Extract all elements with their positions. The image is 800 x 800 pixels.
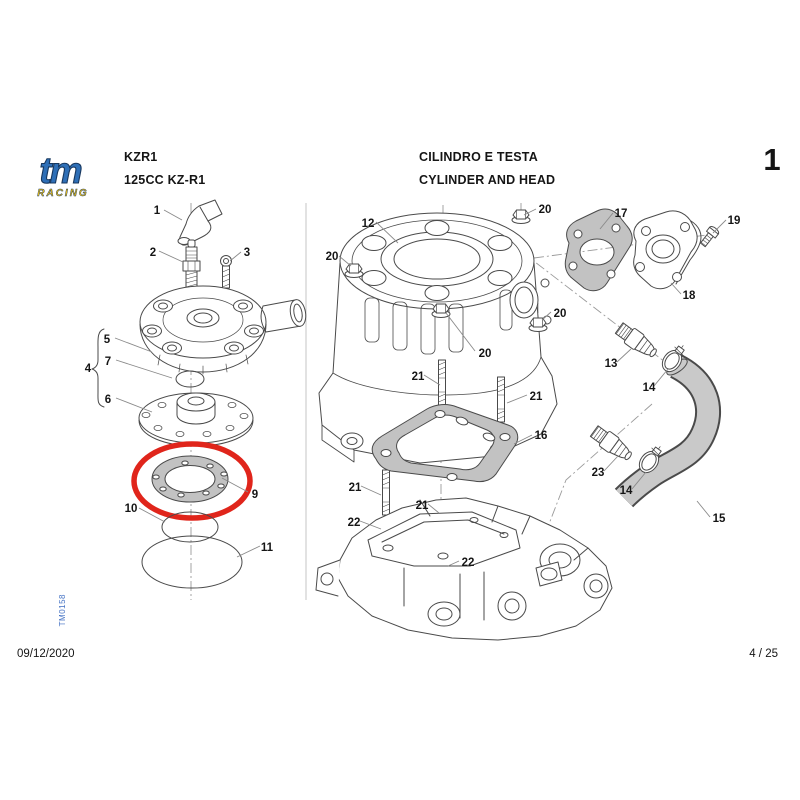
callout-21-c: 21 (348, 482, 362, 494)
head-insert-drawing (139, 393, 253, 446)
water-hose-drawing (624, 356, 708, 498)
oring-11-drawing (142, 536, 242, 588)
document-code: TM0158 (58, 594, 67, 627)
flange-nut-20-left (345, 264, 363, 278)
callout-17: 17 (614, 208, 628, 220)
exhaust-flange-drawing (634, 211, 701, 289)
cylinder-drawing (319, 213, 557, 463)
flange-nut-20-front (432, 304, 450, 318)
flange-nut-20-right (529, 318, 547, 332)
callout-21-d: 21 (415, 500, 429, 512)
callout-10: 10 (124, 503, 138, 515)
title-english: CYLINDER AND HEAD (419, 173, 556, 187)
head-bolt-drawing (221, 256, 232, 289)
head-water-spigot (261, 298, 308, 332)
flange-nut-20-top (512, 210, 530, 224)
callout-1: 1 (153, 205, 161, 217)
callout-4: 4 (84, 363, 92, 375)
callout-12: 12 (361, 218, 375, 230)
head-gasket-drawing (152, 456, 228, 502)
callout-20-left: 20 (325, 251, 339, 263)
stud-21-a (439, 360, 446, 405)
callout-11: 11 (260, 542, 274, 554)
callout-6: 6 (104, 394, 112, 406)
logo-subbrand-text: RACING (37, 188, 89, 199)
hose-fitting-13-drawing (614, 321, 660, 362)
callout-20-top: 20 (538, 204, 552, 216)
model-code: KZR1 (124, 150, 158, 164)
callout-5: 5 (103, 334, 111, 346)
callout-15: 15 (712, 513, 726, 525)
callout-7: 7 (104, 356, 112, 368)
callout-22-a: 22 (347, 517, 361, 529)
chapter-number: 1 (763, 142, 781, 177)
callout-21-b: 21 (529, 391, 543, 403)
exhaust-gasket-drawing (565, 209, 632, 291)
footer-date: 09/12/2020 (17, 648, 75, 660)
callout-14-top: 14 (642, 382, 656, 394)
callout-3: 3 (243, 247, 251, 259)
head-oring-small-drawing (176, 371, 204, 387)
cylinder-head-drawing (140, 286, 308, 374)
title-italian: CILINDRO E TESTA (419, 150, 538, 164)
callout-20-right: 20 (553, 308, 567, 320)
callout-18: 18 (682, 290, 696, 302)
callout-19: 19 (727, 215, 741, 227)
callout-13: 13 (604, 358, 618, 370)
spark-plug-cap-drawing (178, 200, 222, 245)
bracket-group-4 (92, 329, 104, 407)
callout-23: 23 (591, 467, 605, 479)
callout-14-bottom: 14 (619, 485, 633, 497)
model-variant: 125CC KZ-R1 (124, 173, 206, 187)
stud-21-c (383, 470, 390, 515)
logo-brand-text: tm (39, 152, 81, 191)
callout-9: 9 (251, 489, 259, 501)
flange-bolt-drawing (699, 225, 721, 248)
page-indicator: 4 / 25 (749, 648, 778, 660)
spark-plug-drawing (183, 240, 200, 293)
callout-2: 2 (149, 247, 157, 259)
callout-22-b: 22 (461, 557, 475, 569)
callout-21-a: 21 (411, 371, 425, 383)
stud-21-b (498, 377, 505, 422)
callout-20-front: 20 (478, 348, 492, 360)
hose-fitting-23-drawing (589, 424, 635, 465)
callout-16: 16 (534, 430, 548, 442)
